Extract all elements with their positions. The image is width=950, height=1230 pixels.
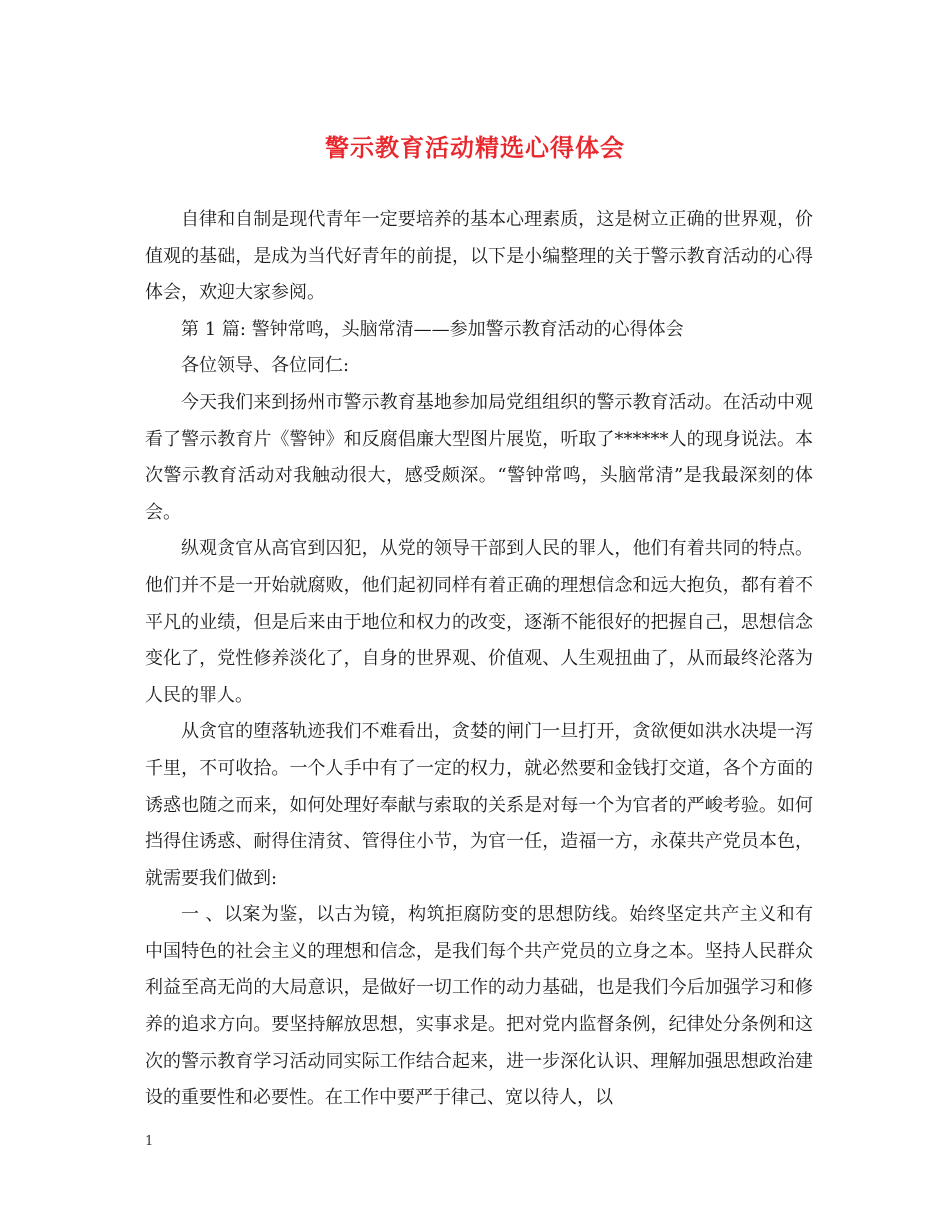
page-number: 1 — [145, 1134, 154, 1149]
document-title: 警示教育活动精选心得体会 — [325, 133, 625, 162]
paragraph-observation: 纵观贪官从高官到囚犯，从党的领导干部到人民的罪人，他们有着共同的特点。他们并不是一开始就腐败，他们起初同样有着正确的理想信念和远大抱负，都有着不平凡的业绩，但是后来由于地位和权力的改变，逐渐不能很好的把握自己，思想信念变化了，党性修养淡化了，自身的世界观、价值观、人生观扭曲了，从而最终沦落为人民的罪人。 — [145, 538, 813, 706]
paragraph-lesson: 从贪官的堕落轨迹我们不难看出，贪婪的闸门一旦打开，贪欲便如洪水决堤一泻千里，不可收拾。一个人手中有了一定的权力，就必然要和金钱打交道，各个方面的诱惑也随之而来，如何处理好奉献与索取的关系是对每一个为官者的严峻考验。如何挡得住诱惑、耐得住清贫、管得住小节，为官一任，造福一方，永葆共产党员本色，就需要我们做到: — [145, 721, 813, 889]
paragraph-salutation: 各位领导、各位同仁: — [181, 355, 350, 377]
document-body — [145, 202, 813, 1117]
paragraph-point-one: 一 、以案为鉴，以古为镜，构筑拒腐防变的思想防线。始终坚定共产主义和有中国特色的社会主义的理想和信念，是我们每个共产党员的立身之本。坚持人民群众利益至高无尚的大局意识，是做好一切工作的动力基础，也是我们今后加强学习和修养的追求方向。要坚持解放思想，实事求是。把对党内监督条例，纪律处分条例和这次的警示教育学习活动同实际工作结合起来，进一步深化认识、理解加强思想政治建设的重要性和必要性。在工作中要严于律己、宽以待人，以 — [145, 904, 813, 1109]
paragraph-section-heading: 第 1 篇: 警钟常鸣，头脑常清——参加警示教育活动的心得体会 — [181, 318, 684, 340]
paragraph-activity: 今天我们来到扬州市警示教育基地参加局党组组织的警示教育活动。在活动中观看了警示教育片《警钟》和反腐倡廉大型图片展览，听取了******人的现身说法。本次警示教育活动对我触动很大，感受颇深。“警钟常鸣，头脑常清”是我最深刻的体会。 — [145, 391, 813, 523]
paragraph-intro: 自律和自制是现代青年一定要培养的基本心理素质，这是树立正确的世界观，价值观的基础，是成为当代好青年的前提，以下是小编整理的关于警示教育活动的心得体会，欢迎大家参阅。 — [145, 209, 813, 304]
